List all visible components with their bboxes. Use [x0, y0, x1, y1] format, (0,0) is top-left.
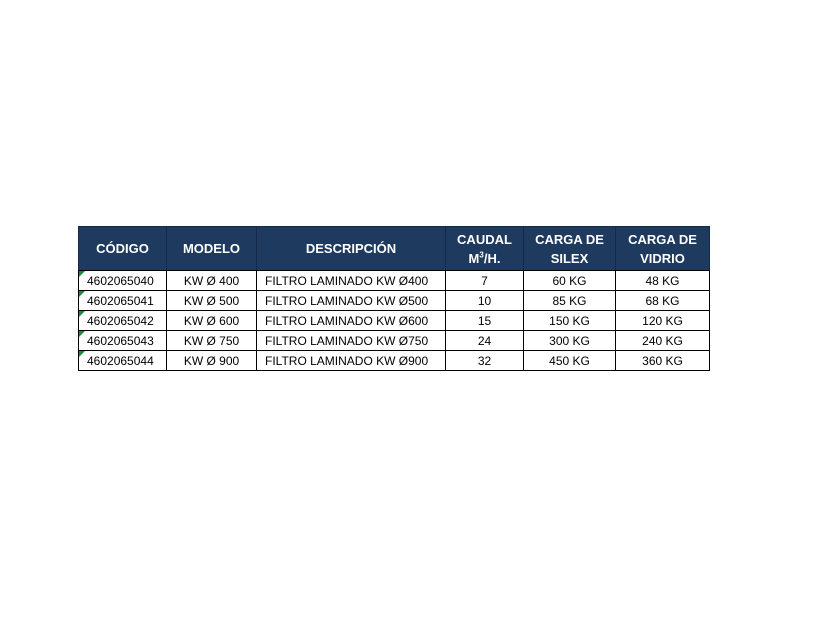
table-row	[79, 311, 710, 331]
cell-vidrio-text: 68 KG	[645, 293, 680, 308]
cell-modelo-text: KW Ø 400	[183, 273, 240, 288]
cell-modelo-text: KW Ø 750	[183, 333, 240, 348]
cell-descripcion[interactable]	[257, 331, 446, 351]
cell-codigo[interactable]	[79, 351, 167, 371]
table-row	[79, 271, 710, 291]
header-codigo[interactable]	[79, 227, 167, 271]
header-silex-line2: SILEX	[550, 250, 589, 266]
cell-descripcion[interactable]	[257, 311, 446, 331]
header-carga-vidrio[interactable]	[616, 227, 710, 271]
header-caudal-line1: CAUDAL	[457, 231, 512, 247]
cell-codigo-text: 4602065041	[87, 293, 154, 308]
cell-descripcion[interactable]	[257, 271, 446, 291]
cell-vidrio[interactable]	[616, 351, 710, 371]
error-flag-icon	[79, 331, 85, 337]
error-flag-icon	[79, 311, 85, 317]
cell-codigo[interactable]	[79, 271, 167, 291]
cell-caudal-text: 15	[477, 313, 492, 328]
cell-vidrio-text: 240 KG	[642, 333, 683, 348]
cell-silex[interactable]	[524, 271, 616, 291]
cell-silex[interactable]	[524, 331, 616, 351]
cell-silex-text: 85 KG	[552, 293, 587, 308]
header-codigo-label: CÓDIGO	[96, 241, 149, 256]
header-vidrio-line2: VIDRIO	[640, 250, 685, 266]
cell-vidrio[interactable]	[616, 271, 710, 291]
cell-codigo-text: 4602065040	[87, 273, 154, 288]
cell-caudal-text: 7	[481, 273, 488, 288]
header-descripcion-label: DESCRIPCIÓN	[305, 241, 397, 256]
cell-silex[interactable]	[524, 311, 616, 331]
cell-descripcion-text: FILTRO LAMINADO KW Ø600	[265, 313, 429, 328]
header-vidrio-line1: CARGA DE	[628, 231, 697, 247]
header-carga-silex[interactable]	[524, 227, 616, 271]
cell-codigo[interactable]	[79, 291, 167, 311]
cell-vidrio-text: 120 KG	[642, 313, 683, 328]
cell-caudal[interactable]	[446, 351, 524, 371]
header-caudal-unit-tail: /H.	[483, 250, 501, 266]
cell-modelo[interactable]	[167, 311, 257, 331]
cell-descripcion-text: FILTRO LAMINADO KW Ø400	[265, 273, 429, 288]
cell-codigo[interactable]	[79, 331, 167, 351]
error-flag-icon	[79, 271, 85, 277]
cell-vidrio[interactable]	[616, 311, 710, 331]
table-row	[79, 351, 710, 371]
cell-modelo-text: KW Ø 600	[183, 313, 240, 328]
cell-caudal-text: 10	[477, 293, 492, 308]
product-table	[78, 226, 710, 371]
cell-caudal[interactable]	[446, 271, 524, 291]
header-caudal-unit-base: M	[468, 250, 480, 266]
cell-caudal-text: 32	[477, 353, 492, 368]
cell-vidrio-text: 360 KG	[642, 353, 683, 368]
cell-modelo[interactable]	[167, 291, 257, 311]
header-caudal[interactable]	[446, 227, 524, 271]
cell-caudal[interactable]	[446, 311, 524, 331]
cell-modelo[interactable]	[167, 271, 257, 291]
header-row	[79, 227, 710, 271]
cell-silex[interactable]	[524, 351, 616, 371]
header-modelo[interactable]	[167, 227, 257, 271]
cell-silex-text: 450 KG	[549, 353, 590, 368]
cell-codigo-text: 4602065043	[87, 333, 154, 348]
cell-codigo[interactable]	[79, 311, 167, 331]
error-flag-icon	[79, 291, 85, 297]
cell-silex[interactable]	[524, 291, 616, 311]
header-modelo-label: MODELO	[182, 241, 241, 256]
cell-caudal-text: 24	[477, 333, 492, 348]
cell-descripcion[interactable]	[257, 291, 446, 311]
cell-modelo[interactable]	[167, 331, 257, 351]
cell-modelo-text: KW Ø 900	[183, 353, 240, 368]
cell-silex-text: 60 KG	[552, 273, 587, 288]
cell-vidrio[interactable]	[616, 291, 710, 311]
cell-caudal[interactable]	[446, 291, 524, 311]
table-row	[79, 291, 710, 311]
header-descripcion[interactable]	[257, 227, 446, 271]
table-row	[79, 331, 710, 351]
cell-descripcion-text: FILTRO LAMINADO KW Ø750	[265, 333, 429, 348]
cell-descripcion-text: FILTRO LAMINADO KW Ø900	[265, 353, 429, 368]
cell-descripcion-text: FILTRO LAMINADO KW Ø500	[265, 293, 429, 308]
cell-vidrio[interactable]	[616, 331, 710, 351]
cell-silex-text: 150 KG	[549, 313, 590, 328]
header-caudal-unit-exp: 3	[479, 250, 484, 260]
cell-modelo-text: KW Ø 500	[183, 293, 240, 308]
cell-silex-text: 300 KG	[549, 333, 590, 348]
cell-vidrio-text: 48 KG	[645, 273, 680, 288]
cell-descripcion[interactable]	[257, 351, 446, 371]
cell-modelo[interactable]	[167, 351, 257, 371]
error-flag-icon	[79, 351, 85, 357]
cell-caudal[interactable]	[446, 331, 524, 351]
header-caudal-unit	[448, 249, 521, 268]
cell-codigo-text: 4602065044	[87, 353, 154, 368]
cell-codigo-text: 4602065042	[87, 313, 154, 328]
header-silex-line1: CARGA DE	[535, 231, 604, 247]
